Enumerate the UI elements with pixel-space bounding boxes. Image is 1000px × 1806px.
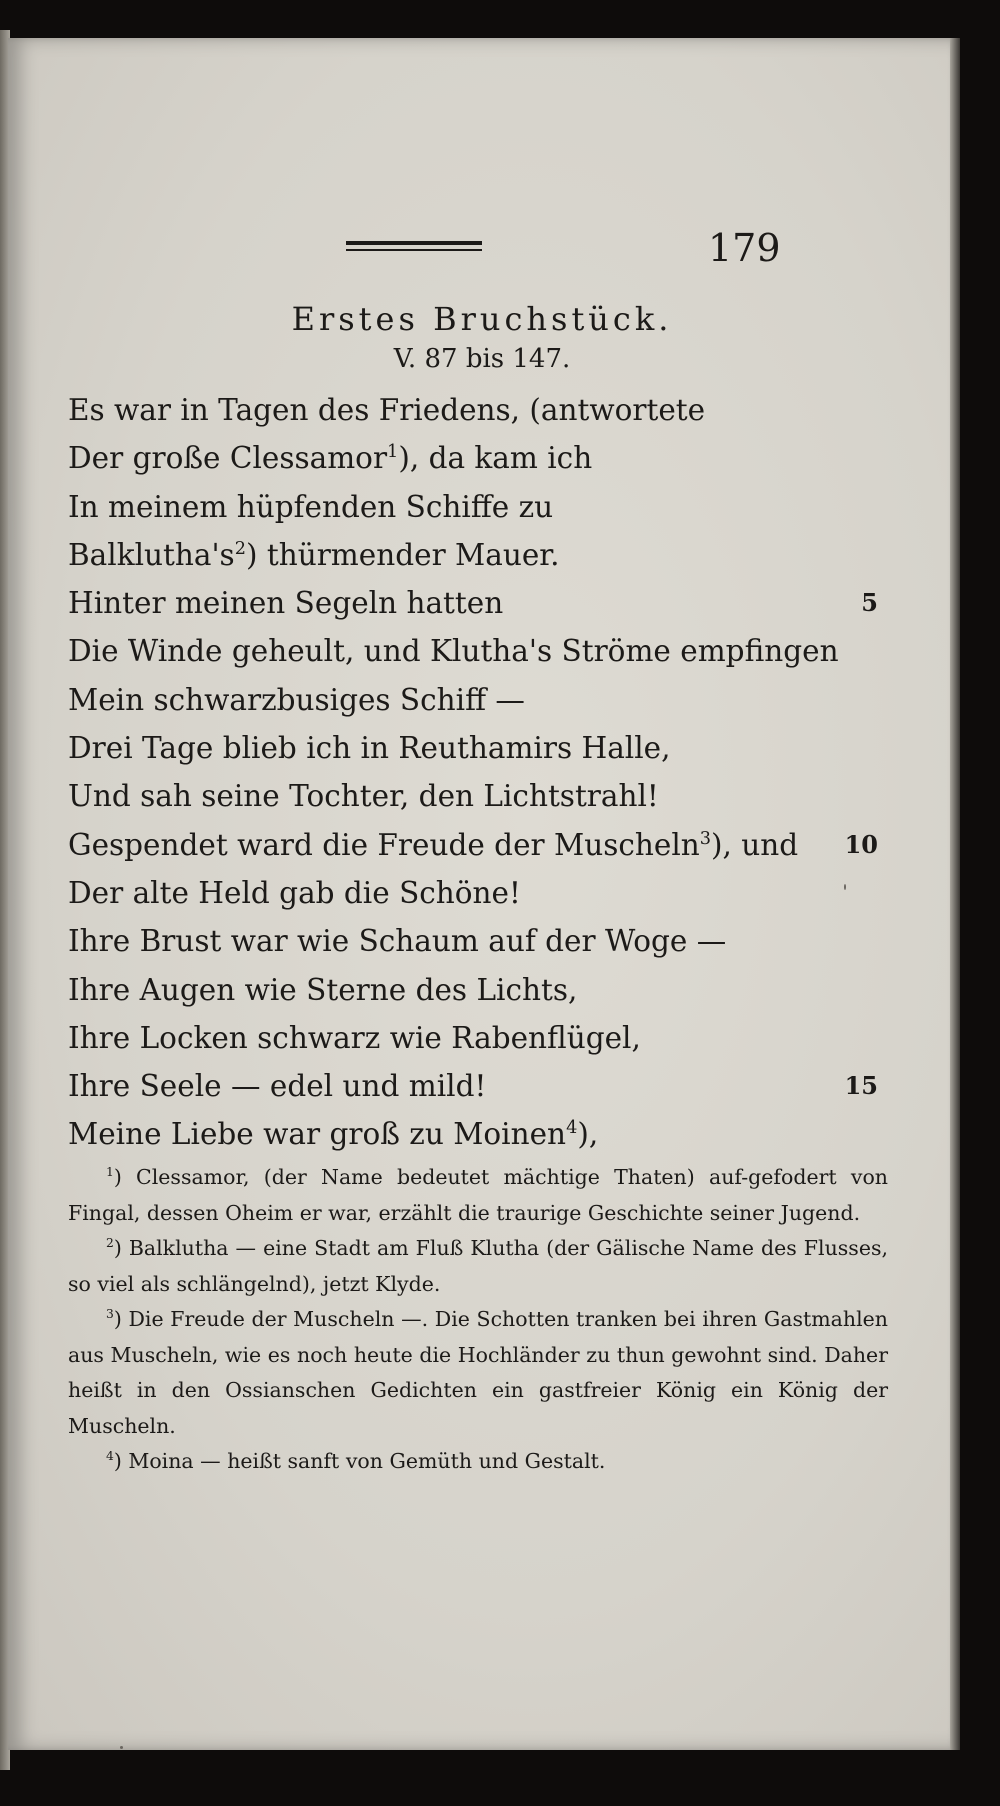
verse-text xyxy=(68,434,592,482)
footnote-list xyxy=(68,1160,888,1480)
line-number: 10 xyxy=(844,829,878,859)
verse-text xyxy=(68,1110,598,1158)
footnote-mark-paren: ) xyxy=(113,1165,137,1189)
verse-line xyxy=(68,434,938,482)
verse-text xyxy=(68,676,525,724)
verse-text-main: Ihre Brust war wie Schaum auf der Woge — xyxy=(68,924,727,959)
header-rule-top xyxy=(346,241,482,245)
verse-text-tail: ), xyxy=(577,1117,599,1152)
verse-list xyxy=(68,386,938,1159)
verse-line xyxy=(68,966,938,1014)
footnote-mark-paren: ) xyxy=(113,1236,129,1260)
footnote xyxy=(68,1444,888,1480)
verse-text-main: Meine Liebe war groß zu Moinen xyxy=(68,1117,567,1152)
footnote-text: Clessamor, (der Name bedeutet mächtige Thaten) auf-gefodert von Fingal, dessen Oheim er war, erzählt die traurige Geschichte seiner Jugend. xyxy=(68,1165,888,1225)
verse-text xyxy=(68,627,839,675)
verse-text-tail: ), und xyxy=(711,827,799,862)
verse-line xyxy=(68,676,938,724)
verse-text-main: Ihre Locken schwarz wie Rabenflügel, xyxy=(68,1020,641,1055)
verse-text-tail: ), da kam ich xyxy=(398,441,593,476)
verse-text xyxy=(68,966,577,1014)
footnote-text: Moina — heißt sanft von Gemüth und Gestalt. xyxy=(128,1449,606,1473)
verse-line xyxy=(68,627,938,675)
paper-speck xyxy=(120,1746,123,1749)
footnote-mark-paren: ) xyxy=(113,1307,129,1331)
verse-text xyxy=(68,1014,641,1062)
verse-line xyxy=(68,1110,938,1158)
verse-text xyxy=(68,386,705,434)
verse-text-main: Die Winde geheult, und Klutha's Ströme empfingen xyxy=(68,634,839,669)
verse-text-main: Der alte Held gab die Schöne! xyxy=(68,875,521,910)
verse-line xyxy=(68,386,938,434)
verse-text xyxy=(68,483,553,531)
verse-text-main: Es war in Tagen des Friedens, (antwortete xyxy=(68,393,706,427)
verse-line xyxy=(68,821,938,869)
verse-text-tail: ) thürmender Mauer. xyxy=(245,537,560,572)
verse-line xyxy=(68,531,938,579)
verse-reference: V. 87 bis 147. xyxy=(393,344,571,374)
footnote-mark: 3 xyxy=(106,1307,114,1322)
verse-text-main: Mein schwarzbusiges Schiff — xyxy=(68,682,525,717)
verse-text xyxy=(68,1062,486,1110)
footnote xyxy=(68,1231,888,1302)
verse-line xyxy=(68,1062,938,1110)
verse-text xyxy=(68,531,560,579)
footnote-text: Die Freude der Muscheln —. Die Schotten tranken bei ihren Gastmahlen aus Muscheln, wie es noch heute die Hochländer zu thun gewohnt sind. Daher heißt in den Ossianschen Gedichten ein gastfreier König ein König der Muscheln. xyxy=(68,1307,888,1438)
verse-line xyxy=(68,772,938,820)
footnote-mark: 1 xyxy=(106,1165,114,1180)
footnote-reference: 3 xyxy=(699,828,712,849)
section-title: Erstes Bruchstück. xyxy=(291,300,673,338)
verse-text xyxy=(68,772,659,820)
line-number: 15 xyxy=(844,1071,878,1101)
verse-text xyxy=(68,724,671,772)
verse-text-main: Und sah seine Tochter, den Lichtstrahl! xyxy=(68,779,659,814)
footnote-mark-paren: ) xyxy=(113,1449,129,1473)
book-page xyxy=(8,38,956,1750)
verse-line xyxy=(68,483,938,531)
footnote xyxy=(68,1302,888,1444)
verse-text-main: In meinem hüpfenden Schiffe zu xyxy=(68,489,554,524)
footnote-reference: 2 xyxy=(234,539,246,560)
verse-text-main: Der große Clessamor xyxy=(68,441,388,476)
page-number: 179 xyxy=(708,226,781,270)
verse-line xyxy=(68,917,938,965)
footnote-text: Balklutha — eine Stadt am Fluß Klutha (der Gälische Name des Flusses, so viel als schlängelnd), jetzt Klyde. xyxy=(68,1236,888,1296)
verse-line xyxy=(68,724,938,772)
verse-text-main: Ihre Seele — edel und mild! xyxy=(68,1069,487,1104)
verse-text-main: Drei Tage blieb ich in Reuthamirs Halle, xyxy=(68,731,671,766)
verse-text-main: Hinter meinen Segeln hatten xyxy=(68,586,504,621)
page-right-edge xyxy=(950,38,960,1750)
footnote-reference: 1 xyxy=(387,442,399,463)
verse-text xyxy=(68,579,503,627)
verse-line xyxy=(68,579,938,627)
paper-speck xyxy=(844,884,846,890)
footnote-reference: 4 xyxy=(566,1118,578,1139)
verse-text xyxy=(68,917,726,965)
header-rule-bottom xyxy=(346,249,482,251)
verse-text-main: Ihre Augen wie Sterne des Lichts, xyxy=(68,972,578,1007)
verse-text-main: Gespendet ward die Freude der Muscheln xyxy=(68,827,700,862)
verse-text xyxy=(68,869,521,917)
footnote-mark: 2 xyxy=(106,1236,114,1251)
verse-line xyxy=(68,869,938,917)
footnote-mark: 4 xyxy=(106,1449,114,1464)
verse-text-main: Balklutha's xyxy=(68,537,235,572)
verse-line xyxy=(68,1014,938,1062)
line-number: 5 xyxy=(861,588,878,618)
verse-text xyxy=(68,821,798,869)
footnote xyxy=(68,1160,888,1231)
